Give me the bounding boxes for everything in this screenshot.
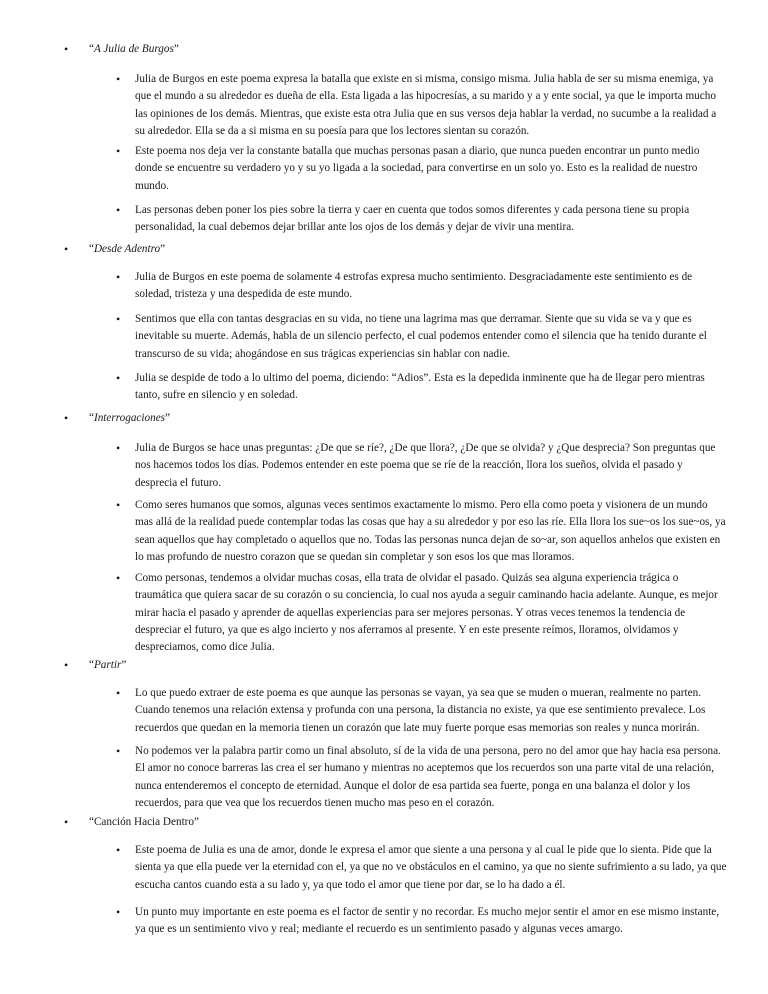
bullet-icon: • [116,744,121,758]
paragraph: Julia de Burgos en este poema de solamente 4 estrofas expresa mucho sentimiento. Desgraciadamente este sentimiento es de soledad, tristeza y una despedida de este mundo. [135,271,693,301]
section-title: “A Julia de Burgos” [89,43,179,55]
bullet-icon: • [116,270,121,284]
bullet-icon: • [64,815,69,829]
paragraph: Como seres humanos que somos, algunas veces sentimos exactamente lo mismo. Pero ella como poeta y visionera de un mundo mas allá de la realidad puede contemplar todas las cosas que hay a su alrededor y por eso las ríe. Ella llora los sue~os los sue~os, ya sean aquellos que hay completado o aquellos que no. Todas las personas nunca dejan de so~ar, son aquellos anhelos que existen en lo mas profundo de nuestro corazon que se quedan sin completar y son esos los que mas lloramos. [135,499,726,563]
bullet-icon: • [116,686,121,700]
paragraph: Julia de Burgos se hace unas preguntas: ¿De que se ríe?, ¿De que llora?, ¿De que se olvida? y ¿Que desprecia? Son preguntas que nos hacemos todos los días. Podemos entender en este poema que se ríe de la reacción, llora los sueños, olvida el pasado y desprecia el futuro. [135,442,716,489]
section-title: “Partir” [89,659,127,671]
section-title: “Canción Hacia Dentro” [89,816,199,828]
bullet-icon: • [116,72,121,86]
bullet-icon: • [116,203,121,217]
paragraph: Sentimos que ella con tantas desgracias en su vida, no tiene una lagrima mas que derramar. Siente que su vida se va y que es inevitable su muerte. Además, habla de un silencio perfecto, el cual podemos entender como el silencia que ha tenido durante el transcurso de su vida; ahogándose en sus trágicas experiencias sin hablar con nadie. [135,313,707,360]
paragraph: No podemos ver la palabra partir como un final absoluto, sí de la vida de una persona, pero no del amor que hay hacia esa persona. El amor no conoce barreras las crea el ser humano y mientras no aceptemos que los recuerdos son una parte vital de una relación, nunca entenderemos el concepto de eternidad. Aunque el dolor de esa partida sea fuerte, ponga en una balanza el dolor y los recuerdos, para que vea que los recuerdos tienen mucho mas peso en el corazón. [135,745,721,809]
paragraph: Julia de Burgos en este poema expresa la batalla que existe en si misma, consigo misma. Julia habla de ser su misma enemiga, ya que el mundo a su alrededor es dueña de ella. Esta ligada a las hipocresías, a su marido y a y ente social, ya que le importa mucho las opiniones de los demás. Mientras, que existe esta otra Julia que en sus versos deja hablar la verdad, no sucumbe a la realidad a su alrededor. Ella se da a si misma en su poesía para que los lectores sientan su corazón. [135,73,717,137]
bullet-icon: • [116,843,121,857]
paragraph: Este poema de Julia es una de amor, donde le expresa el amor que siente a una persona y al cual le pide que lo sienta. Pide que la sienta ya que ella puede ver la eternidad con el, ya que no ve obstáculos en el camino, ya que no siente sufrimiento a su lado, ya que escucha cantos cuando esta a su lado y, ya que todo el amor que tiene por dar, se lo ha dado a él. [135,844,727,891]
bullet-icon: • [64,42,69,56]
bullet-icon: • [116,905,121,919]
bullet-icon: • [116,571,121,585]
bullet-icon: • [64,658,69,672]
paragraph: Como personas, tendemos a olvidar muchas cosas, ella trata de olvidar el pasado. Quizás sea alguna experiencia trágica o traumática que quiera sacar de su corazón o su conciencia, lo cual nos ayuda a seguir caminando hacia adelante. Aunque, es mejor mirar hacia el pasado y aprender de aquellas experiencias para ser mejores personas. Y otras veces tenemos la tendencia de despreciar el futuro, ya que es algo incierto y nos aferramos al presente. Y en este presente reímos, lloramos, olvidamos y despreciamos, como dice Julia. [135,572,718,654]
bullet-icon: • [64,242,69,256]
paragraph: Julia se despide de todo a lo ultimo del poema, diciendo: “Adios”. Esta es la depedida inminente que ha de llegar pero mientras tanto, sufre en silencio y en soledad. [135,372,705,402]
bullet-icon: • [116,312,121,326]
section-title: “Desde Adentro” [89,243,166,255]
paragraph: Lo que puedo extraer de este poema es que aunque las personas se vayan, ya sea que se muden o mueran, realmente no parten. Cuando tenemos una relación extensa y profunda con una persona, la distancia no existe, ya que ese sentimiento prevalece. Los recuerdos que quedan en la memoria tienen un corazón que late muy fuerte porque esas memorias son reales y nunca morirán. [135,687,706,734]
paragraph: Un punto muy importante en este poema es el factor de sentir y no recordar. Es mucho mejor sentir el amor en ese mismo instante, ya que es un sentimiento vivo y real; mediante el recuerdo es un sentimiento pasado y algunas veces amargo. [135,906,720,936]
section-title: “Interrogaciones” [89,412,170,424]
paragraph: Las personas deben poner los pies sobre la tierra y caer en cuenta que todos somos diferentes y cada persona tiene su propia personalidad, la cual debemos dejar brillar ante los ojos de los demás y dejar de vivir una mentira. [135,204,690,234]
bullet-icon: • [64,411,69,425]
bullet-icon: • [116,498,121,512]
paragraph: Este poema nos deja ver la constante batalla que muchas personas pasan a diario, que nunca pueden encontrar un punto medio donde se encuentre su verdadero yo y su yo ligada a la sociedad, para convertirse en un solo yo. Esto es la realidad de nuestro mundo. [135,145,700,192]
bullet-icon: • [116,441,121,455]
bullet-icon: • [116,371,121,385]
bullet-icon: • [116,144,121,158]
